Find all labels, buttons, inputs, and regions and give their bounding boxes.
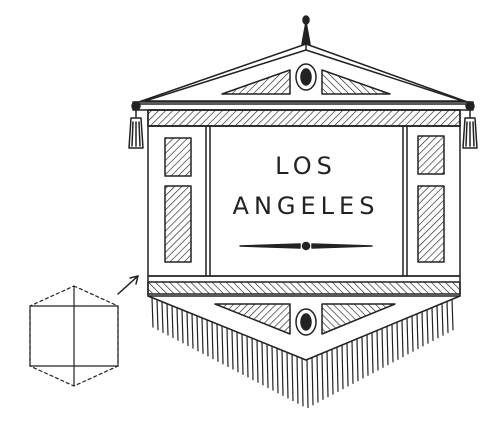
text-divider-ornament [240,243,372,250]
arrow-icon [118,276,138,294]
right-tassel [463,110,477,148]
hexagon-diagram [30,286,118,386]
pediment [133,44,473,104]
bottom-band [148,276,460,296]
left-tassel [129,110,143,148]
top-band [148,110,460,126]
top-rod [132,102,474,110]
banner-text-line1: LOS [275,152,337,180]
banner-text-line2: ANGELES [232,192,380,220]
fringe [152,298,453,408]
